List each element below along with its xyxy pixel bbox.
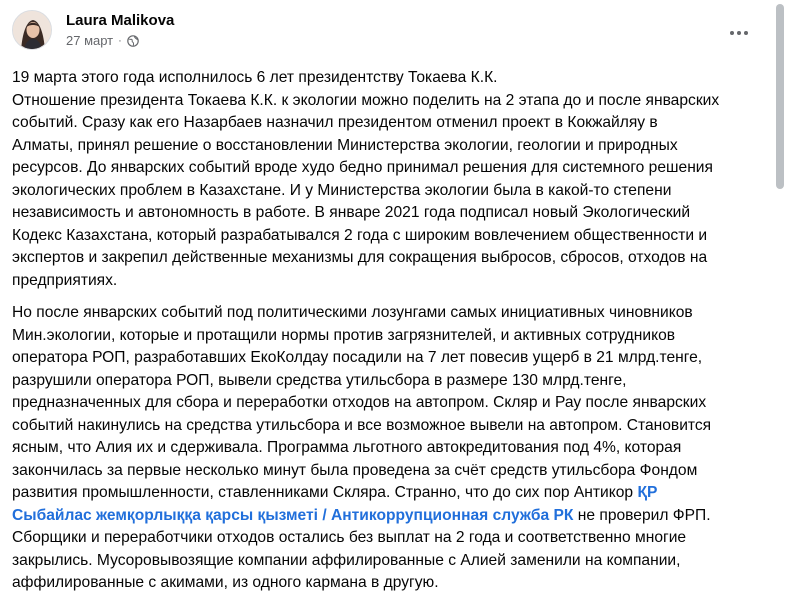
text-line: событий накинулись на средства утильсбора и все возможное вывели на автопром. Становится (12, 416, 712, 434)
text-line: Мин.экологии, которые и протащили нормы против загрязнителей, и активных сотрудников (12, 326, 676, 344)
text-line: Кодекс Казахстана, который разрабатывался 2 года с широким вовлечением общественности и (12, 226, 708, 244)
text-line-with-mention (12, 505, 764, 528)
mention-link[interactable]: ҚР (637, 484, 658, 501)
post-date[interactable]: 27 март (66, 32, 114, 48)
text-line: предприятиях. (12, 271, 118, 289)
text-segment: не проверил ФРП. (573, 506, 711, 524)
paragraph-1 (12, 67, 764, 292)
post-body (12, 67, 764, 593)
more-options-icon (730, 31, 734, 35)
more-options-dot (744, 31, 748, 35)
text-line: разрушили оператора РОП, вывели средства утильсбора в размере 130 млрд.тенге, (12, 371, 627, 389)
text-line: 19 марта этого года исполнилось 6 лет президентству Токаева К.К. (12, 69, 498, 86)
text-line: закончилась за первые несколько минут была проведена за счёт средств утильсбора Фондом (12, 461, 698, 479)
text-line: предназначенных для сбора и переработки отходов на автопром. Скляр и Рау после январских (12, 394, 707, 411)
text-line: событий. Сразу как его Назарбаев назначил президентом отменил проект в Кокжайляу в (12, 114, 658, 131)
scrollbar-thumb[interactable] (776, 4, 784, 189)
text-line: оператора РОП, разработавших ЕкоКолдау посадили на 7 лет повесив ущерб в 21 млрд.тенге, (12, 349, 703, 366)
text-line: экологических проблем в Казахстане. И у Министерства экологии была в какой-то степени (12, 181, 672, 199)
text-line: закрылись. Мусоровывозящие компании аффилированные с Алией заменили на компании, (12, 551, 681, 569)
mention-link[interactable]: Сыбайлас жемқорлыққа қарсы қызметі / Антикоррупционная служба РК (12, 506, 574, 524)
text-segment: развития промышленности, ставленниками Скляра. Странно, что до сих пор Антикор (12, 484, 638, 501)
post-subline (66, 32, 174, 50)
meta-separator: · (118, 34, 122, 47)
text-line: аффилированные с акимами, из одного кармана в другую. (12, 574, 439, 591)
text-line: Отношение президента Токаева К.К. к экологии можно поделить на 2 этапа до и после январских (12, 91, 720, 109)
text-line-with-mention (12, 482, 764, 505)
globe-icon[interactable] (127, 35, 139, 47)
text-line: Но после январских событий под политическими лозунгами самых инициативных чиновников (12, 304, 693, 321)
text-line: ресурсов. До январских событий вроде худо бедно принимал решения для системного решения (12, 159, 713, 176)
text-line: экспертов и закрепил действенные механизмы для сокращения выбросов, сбросов, отходов на (12, 249, 708, 266)
more-options-dot (737, 31, 741, 35)
author-name[interactable]: Laura Malikova (66, 11, 175, 29)
author-avatar[interactable] (12, 10, 52, 50)
text-line: независимость и автономность в работе. В январе 2021 года подписал новый Экологический (12, 204, 691, 221)
post-meta (66, 11, 174, 50)
text-line: Сборщики и переработчики отходов остались без выплат на 2 года и соответственно многие (12, 529, 687, 546)
paragraph-2 (12, 302, 764, 593)
post-header (12, 10, 174, 50)
text-line: Алматы, принял решение о восстановлении Министерства экологии, геологии и природных (12, 136, 678, 154)
text-line: ясным, что Алия их и сдерживала. Программа льготного автокредитования под 4%, которая (12, 439, 682, 456)
more-options-button[interactable] (721, 15, 757, 51)
avatar-image (13, 11, 52, 50)
